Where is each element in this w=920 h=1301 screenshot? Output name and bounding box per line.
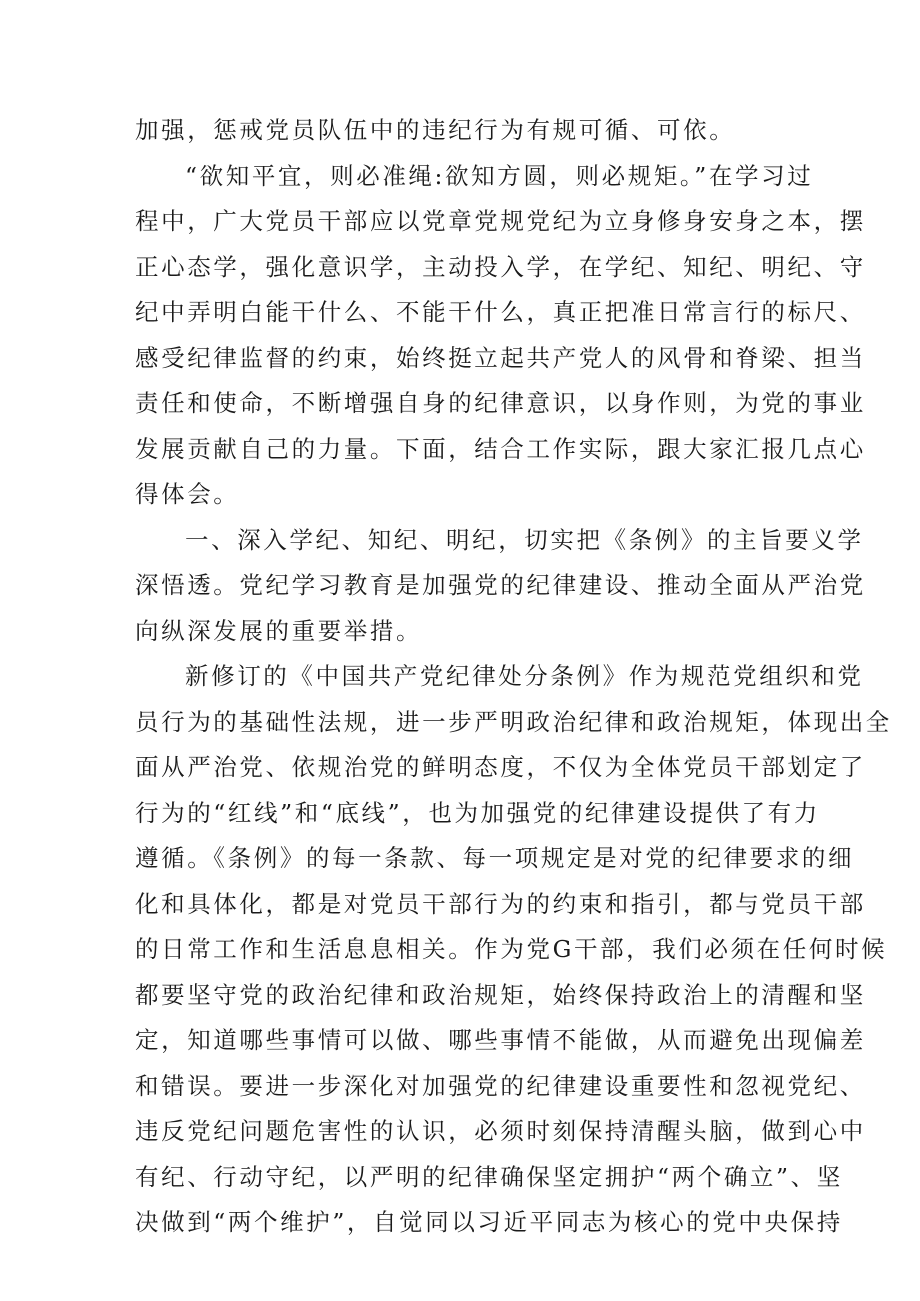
text-line: 行为的“红线”和“底线”，也为加强党的纪律建设提供了有力 — [135, 798, 820, 827]
text-line: 程中，广大党员干部应以党章党规党纪为立身修身安身之本，摆 — [135, 207, 866, 235]
text-line: 发展贡献自己的力量。下面，结合工作实际，跟大家汇报几点心 — [135, 434, 866, 463]
text-line: 加强，惩戒党员队伍中的违纪行为有规可循、可依。 — [135, 116, 736, 144]
paragraph-regulation-discussion — [135, 654, 892, 1246]
text-line: 责任和使命，不断增强自身的纪律意识，以身作则，为党的事业 — [135, 389, 866, 417]
text-line: 新修订的《中国共产党纪律处分条例》作为规范党组织和党 — [185, 662, 864, 690]
text-line: 感受纪律监督的约束，始终挺立起共产党人的风骨和脊梁、担当 — [135, 343, 866, 372]
text-line: 深悟透。党纪学习教育是加强党的纪律建设、推动全面从严治党 — [135, 571, 866, 599]
paragraph-section-heading-1 — [135, 518, 866, 655]
text-line: 化和具体化，都是对党员干部行为的约束和指引，都与党员干部 — [135, 889, 866, 918]
text-line: 向纵深发展的重要举措。 — [135, 616, 423, 645]
text-line: 有纪、行动守纪，以严明的纪律确保坚定拥护“两个确立”、坚 — [135, 1162, 843, 1191]
text-line: 和错误。要进一步深化对加强党的纪律建设重要性和忽视党纪、 — [135, 1071, 866, 1100]
text-line: 的日常工作和生活息息相关。作为党G干部，我们必须在任何时候 — [135, 935, 888, 963]
text-line: 定，知道哪些事情可以做、哪些事情不能做，从而避免出现偏差 — [135, 1026, 866, 1054]
text-line: “欲知平宜，则必准绳:欲知方圆，则必规矩。”在学习过 — [185, 161, 814, 190]
paragraph-quote-intro — [135, 154, 866, 518]
text-line: 纪中弄明白能干什么、不能干什么，真正把准日常言行的标尺、 — [135, 298, 866, 326]
text-line: 一、深入学纪、知纪、明纪，切实把《条例》的主旨要义学 — [185, 525, 864, 554]
paragraph-continuation — [135, 108, 785, 154]
text-line: 员行为的基础性法规，进一步严明政治纪律和政治规矩，体现出全 — [135, 707, 892, 736]
text-line: 正心态学，强化意识学，主动投入学，在学纪、知纪、明纪、守 — [135, 252, 866, 281]
text-line: 遵循。《条例》的每一条款、每一项规定是对党的纪律要求的细 — [135, 844, 855, 872]
text-line: 面从严治党、依规治党的鲜明态度，不仅为全体党员干部划定了 — [135, 753, 866, 781]
text-line: 都要坚守党的政治纪律和政治规矩，始终保持政治上的清醒和坚 — [135, 980, 866, 1009]
text-line: 得体会。 — [135, 480, 240, 508]
document-body — [135, 108, 892, 1246]
text-line: 决做到“两个维护”，自觉同以习近平同志为核心的党中央保持 — [135, 1208, 843, 1236]
text-line: 违反党纪问题危害性的认识，必须时刻保持清醒头脑，做到心中 — [135, 1117, 866, 1145]
